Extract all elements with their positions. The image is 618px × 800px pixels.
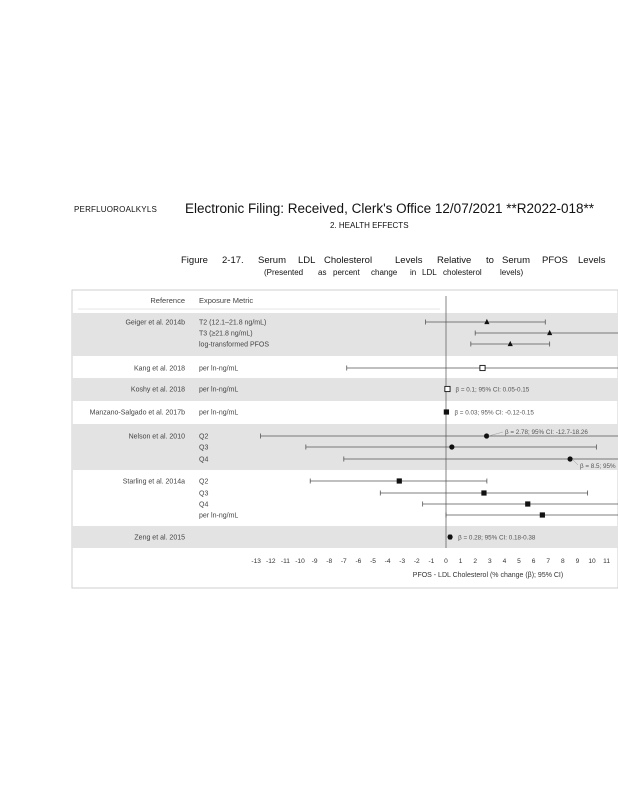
exposure-column-header: Exposure Metric bbox=[199, 296, 254, 305]
x-tick-label: -5 bbox=[370, 558, 376, 565]
caption-word: (Presented bbox=[264, 268, 304, 277]
x-tick-label: 1 bbox=[458, 558, 463, 565]
x-tick-label: 2 bbox=[473, 558, 478, 565]
document-running-header: PERFLUOROALKYLS bbox=[74, 205, 158, 214]
point-estimate-square bbox=[397, 478, 402, 483]
x-tick-label: -10 bbox=[295, 558, 305, 565]
x-tick-label: 9 bbox=[575, 558, 580, 565]
reference-column-header: Reference bbox=[150, 296, 185, 305]
point-estimate-square bbox=[540, 512, 545, 517]
caption-word: Serum bbox=[502, 255, 530, 266]
point-estimate-open-square bbox=[445, 386, 450, 391]
x-tick-label: -12 bbox=[266, 558, 276, 565]
caption-word: Levels bbox=[395, 255, 423, 266]
x-tick-label: -6 bbox=[355, 558, 362, 565]
point-estimate-square bbox=[525, 501, 530, 506]
exposure-metric: per ln-ng/mL bbox=[199, 409, 239, 417]
x-tick-label: 4 bbox=[502, 558, 507, 565]
point-estimate-square bbox=[444, 409, 449, 414]
x-tick-label: -7 bbox=[340, 558, 347, 565]
estimate-label: β = 0.03; 95% CI: -0.12-0.15 bbox=[454, 409, 534, 417]
caption-word: in bbox=[410, 268, 417, 277]
estimate-label: β = 2.78; 95% CI: -12.7-18.26 bbox=[505, 429, 588, 436]
exposure-metric: Q4 bbox=[199, 501, 209, 509]
x-tick-label: 6 bbox=[531, 558, 536, 565]
point-estimate-circle bbox=[568, 456, 573, 461]
exposure-metric: per ln-ng/mL bbox=[199, 386, 239, 394]
x-tick-label: -1 bbox=[428, 558, 435, 565]
study-reference: Nelson et al. 2010 bbox=[128, 433, 185, 441]
caption-word: LDL bbox=[298, 255, 316, 266]
exposure-metric: Q2 bbox=[199, 433, 209, 441]
x-tick-label: -11 bbox=[280, 558, 290, 565]
study-reference: Kang et al. 2018 bbox=[134, 365, 185, 373]
x-tick-label: 10 bbox=[588, 558, 596, 565]
x-tick-label: -9 bbox=[311, 558, 318, 565]
estimate-label: β = 8.5; 95% bbox=[580, 463, 616, 470]
exposure-metric: per ln-ng/mL bbox=[199, 365, 239, 373]
study-reference: Starling et al. 2014a bbox=[122, 478, 185, 486]
study-reference: Geiger et al. 2014b bbox=[125, 319, 185, 327]
x-tick-label: 5 bbox=[517, 558, 521, 565]
point-estimate-square bbox=[481, 490, 486, 495]
section-title: 2. HEALTH EFFECTS bbox=[330, 221, 409, 230]
point-estimate-circle bbox=[484, 433, 489, 438]
exposure-metric: log-transformed PFOS bbox=[199, 341, 270, 349]
x-tick-label: -13 bbox=[251, 558, 261, 565]
caption-word: 2-17. bbox=[222, 255, 244, 266]
caption-word: percent bbox=[333, 268, 360, 277]
x-axis-label: PFOS - LDL Cholesterol (% change (β); 95% CI) bbox=[412, 572, 564, 579]
study-reference: Zeng et al. 2015 bbox=[134, 534, 185, 542]
caption-word: to bbox=[486, 255, 494, 266]
caption-word: change bbox=[371, 268, 398, 277]
point-estimate-circle bbox=[449, 444, 454, 449]
caption-word: cholesterol bbox=[443, 268, 482, 277]
exposure-metric: Q3 bbox=[199, 490, 209, 498]
x-tick-label: -4 bbox=[384, 558, 391, 565]
estimate-label: β = 0.1; 95% CI: 0.05-0.15 bbox=[455, 386, 530, 394]
x-tick-label: -2 bbox=[413, 558, 420, 565]
exposure-metric: T3 (≥21.8 ng/mL) bbox=[199, 330, 253, 338]
exposure-metric: Q4 bbox=[199, 456, 209, 464]
caption-word: as bbox=[318, 268, 327, 277]
exposure-metric: T2 (12.1–21.8 ng/mL) bbox=[199, 319, 267, 327]
exposure-metric: Q3 bbox=[199, 444, 209, 452]
point-estimate-open-square bbox=[480, 365, 485, 370]
x-tick-label: 0 bbox=[444, 558, 448, 565]
caption-word: PFOS bbox=[542, 255, 568, 266]
point-estimate-circle bbox=[447, 534, 452, 539]
caption-word: Cholesterol bbox=[324, 255, 373, 266]
x-tick-label: 7 bbox=[546, 558, 551, 565]
study-reference: Manzano-Salgado et al. 2017b bbox=[89, 409, 185, 417]
caption-word: Relative bbox=[437, 255, 472, 266]
x-tick-label: 3 bbox=[487, 558, 492, 565]
caption-word: levels) bbox=[500, 268, 524, 277]
x-tick-label: 11 bbox=[603, 558, 611, 565]
exposure-metric: Q2 bbox=[199, 478, 209, 486]
x-tick-label: -3 bbox=[399, 558, 406, 565]
electronic-filing-stamp: Electronic Filing: Received, Clerk's Office 12/07/2021 **R2022-018** bbox=[185, 201, 595, 216]
x-tick-label: 8 bbox=[560, 558, 565, 565]
exposure-metric: per ln-ng/mL bbox=[199, 512, 239, 520]
caption-word: Serum bbox=[258, 255, 286, 266]
caption-word: Figure bbox=[181, 255, 208, 266]
estimate-label: β = 0.28; 95% CI: 0.18-0.38 bbox=[458, 534, 536, 542]
caption-word: Levels bbox=[578, 255, 606, 266]
caption-word: LDL bbox=[422, 268, 437, 277]
study-reference: Koshy et al. 2018 bbox=[130, 386, 185, 394]
x-tick-label: -8 bbox=[326, 558, 333, 565]
